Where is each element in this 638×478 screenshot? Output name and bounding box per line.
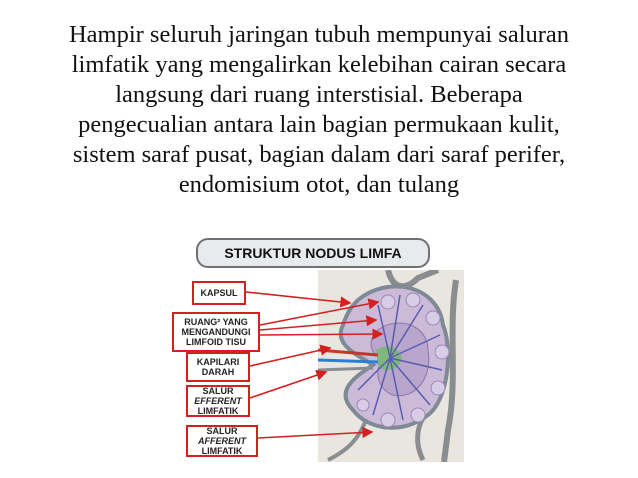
label-text: EFFERENT — [194, 396, 242, 406]
label-text: AFFERENT — [198, 436, 246, 446]
paragraph-line: langsung dari ruang interstisial. Beberapa — [115, 81, 523, 108]
arrow-kapsul — [246, 292, 350, 303]
paragraph-line: sistem saraf pusat, bagian dalam dari saraf perifer, — [72, 141, 566, 168]
arrow-ruang-3 — [260, 334, 382, 335]
label-text: KAPILARI — [196, 357, 240, 367]
label-text: SALUR — [202, 386, 234, 396]
label-text: RUANG² YANG — [184, 317, 248, 327]
arrow-kapilari — [250, 348, 330, 366]
figure-title: STRUKTUR NODUS LIMFA — [196, 238, 430, 268]
label-text: SALUR — [206, 426, 238, 436]
label-text: LIMFATIK — [197, 406, 239, 416]
paragraph-line: pengecualian antara lain bagian permukaan kulit, — [78, 111, 560, 138]
label-text: MENGANDUNGI — [181, 327, 251, 337]
paragraph-line: Hampir seluruh jaringan tubuh mempunyai saluran — [68, 21, 570, 48]
arrow-efferent — [250, 372, 326, 398]
label-text: LIMFOID TISU — [186, 337, 246, 347]
arrow-afferent — [258, 432, 372, 438]
label-text: DARAH — [201, 367, 235, 377]
paragraph-line: limfatik yang mengalirkan kelebihan cairan secara — [71, 51, 567, 78]
label-text: KAPSUL — [200, 288, 238, 298]
paragraph-line: endomisium otot, dan tulang — [178, 171, 460, 198]
label-text: LIMFATIK — [201, 446, 243, 456]
